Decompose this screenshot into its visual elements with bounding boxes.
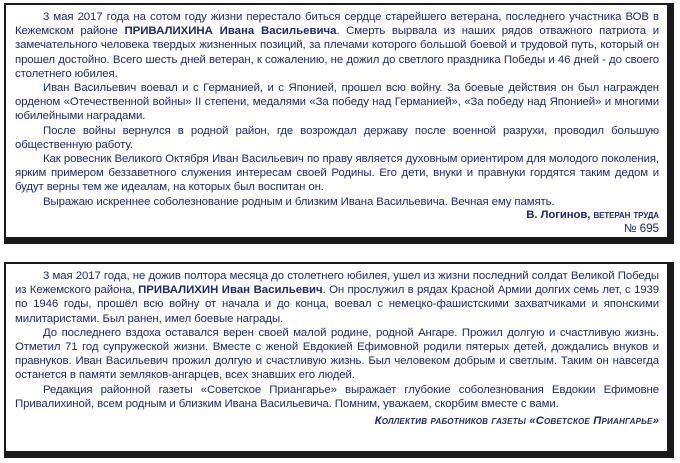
notice2-paragraph-1 (15, 269, 659, 326)
notice1-paragraph-3: После войны вернулся в родной район, где возрождал державу после военной разрухи, проводил большую общественную работу. (15, 124, 659, 151)
notice1-signature-title: ветеран труда (593, 208, 659, 221)
notice2-paragraph-3: Редакция районной газеты «Советское Приангарье» выражает глубокие соболезнования Евдокии Ефимовне Привалихиной, всем родным и близким Ивана Васильевича. Помним, уважаем, скорбим вместе с вами. (15, 383, 659, 410)
notice1-p1-text-after: . Смерть вырвала из наших рядов отважного патриота и замечательного человека твердых жизненных позиций, за плечами которого большой боевой и трудовой путь, который он прошел достойно. Всего шесть дней ветеран, к сожалению, не дожил до светлого праздника Победы и 46 дней - до своего столетнего юбилея. (15, 25, 659, 80)
notice2-p1-text-before: 3 мая 2017 года, не дожив полтора месяца до столетнего юбилея, ушел из жизни последний солдат Великой Победы из Кежемского района, (15, 270, 659, 297)
notice2-p1-text-after: . Он прослужил в рядах Красной Армии долгих семь лет, с 1939 по 1946 годы, прошёл всю войну от начала и до конца, воевал с немецко-фашистскими захватчиками и японскими милитаристами. Был ранен, имел боевые награды. (15, 284, 660, 325)
notice1-signature-name: В. Логинов, (526, 208, 591, 221)
obituary-notice-loginov (4, 3, 674, 244)
notice1-paragraph-2: Иван Васильевич воевал и с Германией, и с Японией, прошел всю войну. За боевые действия он был награжден орденом «Отечественной войны» II степени, медалями «За победу над Германией», «За победу над Японией» и многими юбилейными наградами. (15, 82, 659, 123)
notice1-signature (15, 209, 659, 222)
notice2-paragraph-2: До последнего вздоха оставался верен своей малой родине, родной Ангаре. Прожил долгую и счастливую жизнь. Отметил 71 год супружеской жизни. Вместе с женой Евдокией Ефимовной родили пятерых детей, дождались внуков и правнуков. Иван Васильевич прожил долгую и счастливую жизнь. Был человеком добрым и светлым. Таким он навсегда останется в памяти земляков-ангарцев, всех знавших его людей. (15, 326, 659, 382)
notice1-paragraph-4: Как ровесник Великого Октября Иван Васильевич по праву является духовным ориентиром для молодого поколения, ярким примером беззаветного служения интересам своей Родины. Его дети, внуки и правнуки гордятся таким дедом и будут верны тем же идеалам, на которых был воспитан он. (15, 153, 659, 194)
obituary-notice-newspaper (4, 262, 674, 458)
notice2-signature: Коллектив работников газеты «Советское Приангарье» (374, 415, 659, 428)
notice1-p1-text-before: 3 мая 2017 года на сотом году жизни перестало биться сердце старейшего ветерана, последнего участника ВОВ в Кежемском районе (15, 11, 659, 38)
notice1-paragraph-5: Выражаю искреннее соболезнование родным и близким Ивана Васильевича. Вечная ему память. (43, 195, 555, 208)
notice1-deceased-name: ПРИВАЛИХИНА Ивана Васильевича (124, 25, 337, 38)
notice1-ad-number: № 695 (623, 220, 659, 235)
notice2-deceased-name: ПРИВАЛИХИН Иван Васильевич (138, 284, 323, 297)
notice1-paragraph-1 (15, 10, 659, 81)
